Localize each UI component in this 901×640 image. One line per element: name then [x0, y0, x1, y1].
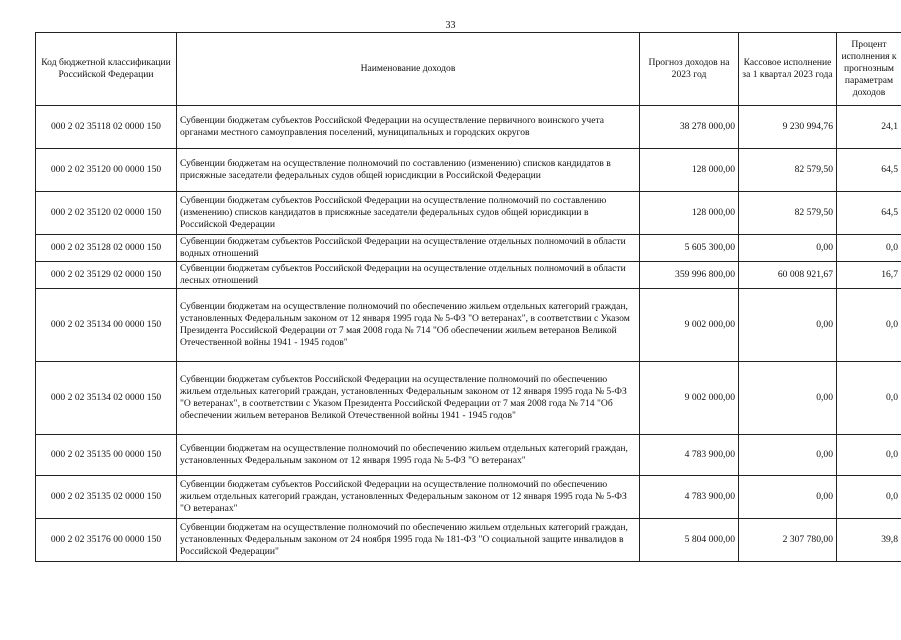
- cell-code: 000 2 02 35129 02 0000 150: [36, 262, 177, 289]
- header-code: Код бюджетной классификации Российской Федерации: [36, 33, 177, 106]
- cell-forecast: 128 000,00: [640, 192, 739, 235]
- cell-forecast: 128 000,00: [640, 149, 739, 192]
- cell-percent: 0,0: [837, 435, 901, 476]
- table-row: [36, 435, 901, 476]
- cell-code: 000 2 02 35118 02 0000 150: [36, 106, 177, 149]
- cell-percent: 0,0: [837, 235, 901, 262]
- table-row: [36, 289, 901, 362]
- cell-forecast: 4 783 900,00: [640, 476, 739, 519]
- table-row: [36, 476, 901, 519]
- cell-forecast: 5 605 300,00: [640, 235, 739, 262]
- cell-execution: 0,00: [739, 235, 837, 262]
- cell-code: 000 2 02 35120 00 0000 150: [36, 149, 177, 192]
- cell-name: Субвенции бюджетам субъектов Российской Федерации на осуществление первичного воинского учета органами местного самоуправления поселений, муниципальных и городских округов: [177, 106, 640, 149]
- table-row: [36, 149, 901, 192]
- cell-name: Субвенции бюджетам на осуществление полномочий по составлению (изменению) списков кандидатов в присяжные заседатели федеральных судов общей юрисдикции в Российской Федерации: [177, 149, 640, 192]
- cell-percent: 39,8: [837, 519, 901, 562]
- cell-percent: 0,0: [837, 476, 901, 519]
- cell-execution: 0,00: [739, 362, 837, 435]
- cell-percent: 16,7: [837, 262, 901, 289]
- cell-execution: 0,00: [739, 435, 837, 476]
- cell-name: Субвенции бюджетам субъектов Российской Федерации на осуществление полномочий по обеспечению жильем отдельных категорий граждан, установленных Федеральным законом от 12 января 1995 года № 5-ФЗ "О ветеранах", в соответствии с Указом Президента Российской Федерации от 7 мая 2008 года № 714 "Об обеспечении жильем ветеранов Великой Отечественной войны 1941 - 1945 годов": [177, 362, 640, 435]
- cell-forecast: 359 996 800,00: [640, 262, 739, 289]
- cell-forecast: 4 783 900,00: [640, 435, 739, 476]
- table-row: [36, 235, 901, 262]
- cell-execution: 82 579,50: [739, 149, 837, 192]
- header-forecast: Прогноз доходов на 2023 год: [640, 33, 739, 106]
- cell-code: 000 2 02 35135 00 0000 150: [36, 435, 177, 476]
- cell-forecast: 9 002 000,00: [640, 289, 739, 362]
- header-percent: Процент исполнения к прогнозным параметрам доходов: [837, 33, 901, 106]
- cell-code: 000 2 02 35120 02 0000 150: [36, 192, 177, 235]
- page-number: 33: [445, 20, 456, 31]
- cell-execution: 2 307 780,00: [739, 519, 837, 562]
- cell-execution: 82 579,50: [739, 192, 837, 235]
- cell-code: 000 2 02 35128 02 0000 150: [36, 235, 177, 262]
- cell-name: Субвенции бюджетам на осуществление полномочий по обеспечению жильем отдельных категорий граждан, установленных Федеральным законом от 24 ноября 1995 года № 181-ФЗ "О социальной защите инвалидов в Российской Федерации": [177, 519, 640, 562]
- revenue-table: [35, 32, 901, 562]
- cell-code: 000 2 02 35134 00 0000 150: [36, 289, 177, 362]
- header-name: Наименование доходов: [177, 33, 640, 106]
- cell-name: Субвенции бюджетам субъектов Российской Федерации на осуществление отдельных полномочий в области водных отношений: [177, 235, 640, 262]
- header-execution: Кассовое исполнение за 1 квартал 2023 года: [739, 33, 837, 106]
- table-row: [36, 106, 901, 149]
- cell-forecast: 38 278 000,00: [640, 106, 739, 149]
- cell-code: 000 2 02 35134 02 0000 150: [36, 362, 177, 435]
- table-row: [36, 519, 901, 562]
- cell-name: Субвенции бюджетам субъектов Российской Федерации на осуществление полномочий по обеспечению жильем отдельных категорий граждан, установленных Федеральным законом от 12 января 1995 года № 5-ФЗ "О ветеранах": [177, 476, 640, 519]
- cell-code: 000 2 02 35135 02 0000 150: [36, 476, 177, 519]
- table-row: [36, 362, 901, 435]
- cell-percent: 0,0: [837, 289, 901, 362]
- cell-percent: 0,0: [837, 362, 901, 435]
- cell-forecast: 9 002 000,00: [640, 362, 739, 435]
- cell-execution: 0,00: [739, 289, 837, 362]
- cell-execution: 0,00: [739, 476, 837, 519]
- cell-name: Субвенции бюджетам субъектов Российской Федерации на осуществление отдельных полномочий в области лесных отношений: [177, 262, 640, 289]
- cell-execution: 60 008 921,67: [739, 262, 837, 289]
- cell-percent: 64,5: [837, 192, 901, 235]
- cell-name: Субвенции бюджетам субъектов Российской Федерации на осуществление полномочий по составлению (изменению) списков кандидатов в присяжные заседатели федеральных судов общей юрисдикции в Российской Федерации: [177, 192, 640, 235]
- cell-execution: 9 230 994,76: [739, 106, 837, 149]
- table-row: [36, 262, 901, 289]
- cell-forecast: 5 804 000,00: [640, 519, 739, 562]
- cell-name: Субвенции бюджетам на осуществление полномочий по обеспечению жильем отдельных категорий граждан, установленных Федеральным законом от 12 января 1995 года № 5-ФЗ "О ветеранах": [177, 435, 640, 476]
- table-header-row: [36, 33, 901, 106]
- cell-percent: 24,1: [837, 106, 901, 149]
- cell-name: Субвенции бюджетам на осуществление полномочий по обеспечению жильем отдельных категорий граждан, установленных Федеральным законом от 12 января 1995 года № 5-ФЗ "О ветеранах", в соответствии с Указом Президента Российской Федерации от 7 мая 2008 года № 714 "Об обеспечении жильем ветеранов Великой Отечественной войны 1941 - 1945 годов": [177, 289, 640, 362]
- cell-code: 000 2 02 35176 00 0000 150: [36, 519, 177, 562]
- cell-percent: 64,5: [837, 149, 901, 192]
- table-row: [36, 192, 901, 235]
